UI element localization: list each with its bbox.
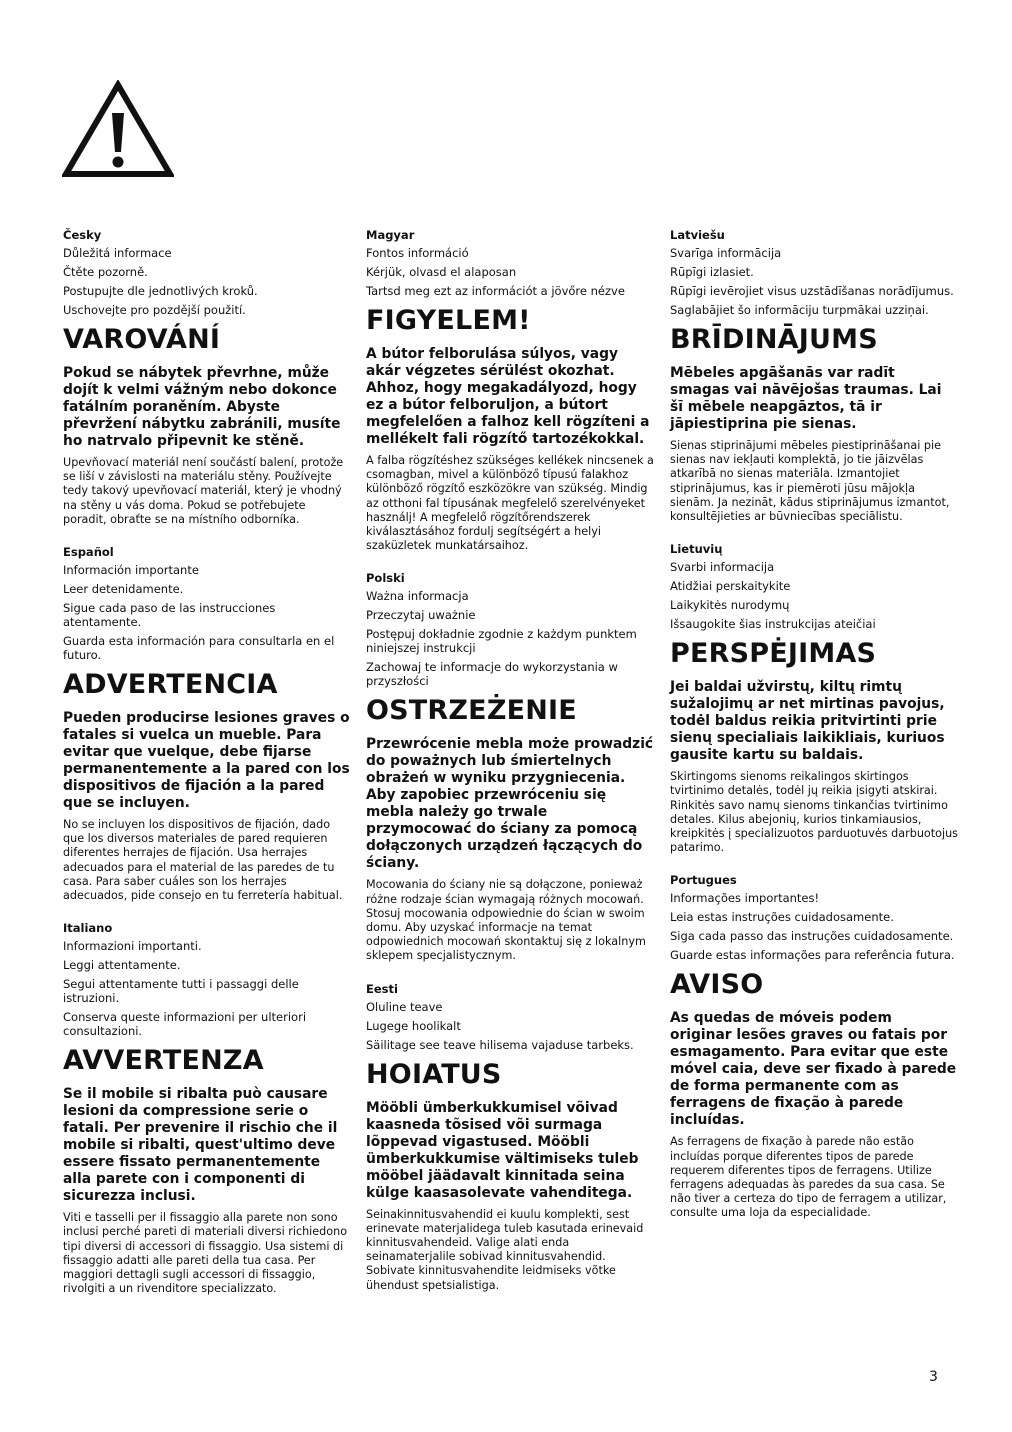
language-label: Lietuvių <box>670 542 723 557</box>
info-line: Kérjük, olvasd el alaposan <box>366 265 517 279</box>
info-line: Postupujte dle jednotlivých kroků. <box>63 284 258 298</box>
info-line: Leer detenidamente. <box>63 582 184 597</box>
page-number: 3 <box>929 1369 938 1385</box>
info-line: Fontos információ <box>366 246 469 260</box>
section-portuguese <box>670 873 958 1220</box>
warning-heading: AVVERTENZA <box>63 1045 264 1077</box>
warning-heading: OSTRZEŻENIE <box>366 695 577 727</box>
warning-statement: Jei baldai užvirstų, kiltų rimtų sužalojimų ar net mirtinas pavojus, todėl baldus reikia pritvirtinti prie sienų specialiais laikikliais, kuriuos gausite kartu su baldais. <box>670 679 945 764</box>
warning-triangle-icon <box>62 80 174 178</box>
info-line: Leia estas instruções cuidadosamente. <box>670 910 894 925</box>
section-hungarian <box>366 228 654 553</box>
info-line: Zachowaj te informacje do wykorzystania w przyszłości <box>366 660 618 689</box>
info-line: Sigue cada paso de las instrucciones atentamente. <box>63 601 276 630</box>
warning-statement: Pueden producirse lesiones graves o fatales si vuelca un mueble. Para evitar que vuelque, debe fijarse permanentemente a la pared con los dispositivos de fijación a la pared que se incluyen. <box>63 710 350 812</box>
warning-details: Upevňovací materiál není součástí balení, protože se liší v závislosti na materiálu stěny. Používejte tedy takový upevňovací materiál, který je vhodný na stěny u vás doma. Pokud se potřebujete poradit, obraťte se na místního odborníka. <box>63 456 344 526</box>
warning-statement: Mööbli ümberkukkumisel võivad kaasneda tõsised või surmaga lõppevad vigastused. Mööbli ümberkukkumise vältimiseks tuleb mööbel jäädavalt kinnitada seina külge kaasasolevate vahenditega. <box>366 1099 639 1201</box>
info-line: Svarīga informācija <box>670 246 782 260</box>
warning-details: Mocowania do ściany nie są dołączone, ponieważ różne rodzaje ścian wymagają różnych mocowań. Stosuj mocowania odpowiednie do ścian w swoim domu. Aby uzyskać informacje na temat odpowiednich mocowań skontaktuj się z lokalnym sklepem specjalistycznym. <box>366 878 646 963</box>
warning-statement: Mēbeles apgāšanās var radīt smagas vai nāvējošas traumas. Lai šī mēbele neapgāztos, tā ir jāpiestiprina pie sienas. <box>670 365 942 432</box>
warning-statement: Se il mobile si ribalta può causare lesioni da compressione serie o fatali. Per prevenire il rischio che il mobile si ribalti, quest'ultimo deve essere fissato permanentemente alla parete con i componenti di sicurezza inclusi. <box>63 1086 338 1205</box>
info-line: Išsaugokite šias instrukcijas ateičiai <box>670 617 876 632</box>
info-line: Rūpīgi izlasiet. <box>670 265 754 279</box>
warning-heading: FIGYELEM! <box>366 305 531 336</box>
language-label: Portugues <box>670 873 737 888</box>
warning-details: As ferragens de fixação à parede não estão incluídas porque diferentes tipos de parede requerem diferentes tipos de ferragens. Utilize ferragens adequadas às paredes da sua casa. Se não tiver a certeza do tipo de ferragem a utilizar, consulte uma loja da especialidade. <box>670 1135 947 1220</box>
info-line: Rūpīgi ievērojiet visus uzstādīšanas norādījumus. <box>670 284 954 298</box>
info-line: Segui attentamente tutti i passaggi delle istruzioni. <box>63 977 299 1006</box>
warning-details: Sienas stiprinājumi mēbeles piestiprināšanai pie sienas nav iekļauti komplektā, jo tie jāizvēlas atkarībā no sienas materiāla. Izmantojiet stiprinājumus, kas ir piemēroti jūsu mājokļa sienām. Ja nezināt, kādus stiprinājumus izmantot, konsultējieties ar būvniecības speciālistu. <box>670 439 950 524</box>
language-label: Italiano <box>63 921 113 936</box>
warning-details: Viti e tasselli per il fissaggio alla parete non sono inclusi perché pareti di materiali diversi richiedono tipi diversi di accessori di fissaggio. Usa sistemi di fissaggio adatti alle pareti della tua casa. Per maggiori dettagli sugli accessori di fissaggio, rivolgiti a un rivenditore specializzato. <box>63 1211 348 1296</box>
language-label: Eesti <box>366 981 398 996</box>
info-line: Informações importantes! <box>670 891 820 906</box>
info-line: Svarbi informacija <box>670 560 775 575</box>
info-line: Laikykitės nurodymų <box>670 598 790 613</box>
info-line: Tartsd meg ezt az információt a jövőre nézve <box>366 284 625 298</box>
column-2 <box>366 228 654 1311</box>
warning-details: Seinakinnitusvahendid ei kuulu komplekti, sest erinevate materjalidega tuleb kasutada erinevaid kinnitusvahendeid. Valige alati enda seinamaterjalile sobivad kinnitusvahendid. Sobivate kinnitusvahendite leidmiseks võtke ühendust spetsialistiga. <box>366 1207 644 1292</box>
section-czech <box>63 228 351 527</box>
language-label: Magyar <box>366 228 415 242</box>
warning-statement: As quedas de móveis podem originar lesões graves ou fatais por esmagamento. Para evitar que este móvel caia, deve ser fixado à parede de forma permanente com as ferragens de fixação à parede incluídas. <box>670 1010 957 1129</box>
info-line: Ważna informacja <box>366 589 469 604</box>
info-line: Conserva queste informazioni per ulteriori consultazioni. <box>63 1010 307 1039</box>
warning-heading: PERSPĖJIMAS <box>670 638 877 670</box>
warning-heading: ADVERTENCIA <box>63 669 278 701</box>
section-latvian <box>670 228 958 524</box>
section-spanish <box>63 545 351 903</box>
info-line: Oluline teave <box>366 999 443 1014</box>
column-3 <box>670 228 958 1239</box>
language-label: Česky <box>63 228 102 242</box>
info-line: Säilitage see teave hilisema vajaduse tarbeks. <box>366 1037 634 1052</box>
warning-details: No se incluyen los dispositivos de fijación, dado que los diversos materiales de pared requieren diferentes herrajes de fijación. Usa herrajes adecuados para el material de las paredes de tu casa. Para saber cuáles son los herrajes adecuados, pide consejo en tu ferretería habitual. <box>63 818 343 903</box>
info-line: Guarde estas informações para referência futura. <box>670 948 955 963</box>
info-line: Información importante <box>63 563 199 578</box>
info-line: Čtěte pozorně. <box>63 265 148 279</box>
warning-heading: HOIATUS <box>366 1058 502 1090</box>
warning-statement: A bútor felborulása súlyos, vagy akár végzetes sérülést okozhat. Ahhoz, hogy megakadályozd, hogy ez a bútor felboruljon, a bútort megfelelően a falhoz kell rögzíteni a mellékelt fali rögzítő tartozékokkal. <box>366 346 650 447</box>
section-italian <box>63 921 351 1296</box>
warning-statement: Przewrócenie mebla może prowadzić do poważnych lub śmiertelnych obrażeń w wyniku przygniecenia. Aby zapobiec przewróceniu się mebla należy go trwale przymocować do ściany za pomocą dołączonych urządzeń łączących do ściany. <box>366 736 654 872</box>
language-label: Polski <box>366 571 405 586</box>
warning-details: Skirtingoms sienoms reikalingos skirtingos tvirtinimo detalės, todėl jų reikia įsigyti atskirai. Rinkitės savo namų sienoms tinkančias tvirtinimo detales. Kilus abejonių, kurios tinkamiausios, kreipkitės į specializuotos parduotuvės darbuotojus patarimo. <box>670 770 959 855</box>
info-line: Leggi attentamente. <box>63 958 181 973</box>
column-1 <box>63 228 351 1314</box>
info-line: Saglabājiet šo informāciju turpmākai uzziņai. <box>670 303 929 317</box>
warning-statement: Pokud se nábytek převrhne, může dojít k velmi vážným nebo dokonce fatálním poraněním. Abyste převržení nábytku zabránili, musíte ho natrvalo připevnit ke stěně. <box>63 365 341 449</box>
info-line: Lugege hoolikalt <box>366 1018 461 1033</box>
section-polish <box>366 571 654 963</box>
warning-heading: BRĪDINĀJUMS <box>670 324 878 355</box>
section-estonian <box>366 982 654 1293</box>
info-line: Siga cada passo das instruções cuidadosamente. <box>670 929 954 944</box>
info-line: Guarda esta información para consultarla en el futuro. <box>63 634 335 663</box>
warning-heading: AVISO <box>670 969 764 1001</box>
language-label: Español <box>63 545 114 560</box>
info-line: Postępuj dokładnie zgodnie z każdym punktem niniejszej instrukcji <box>366 627 637 656</box>
info-line: Przeczytaj uważnie <box>366 608 476 623</box>
warning-details: A falba rögzítéshez szükséges kellékek nincsenek a csomagban, mivel a különböző típusú falakhoz különböző rögzítő eszközökre van szükség. Mindig az otthoni fal típusának megfelelő szerelvényeket használj! A megfelelő rögzítőrendszerek kiválasztásához fordulj segítségért a helyi szaküzletek munkatársaihoz. <box>366 454 654 553</box>
warning-heading: VAROVÁNÍ <box>63 324 221 355</box>
info-line: Uschovejte pro pozdější použití. <box>63 303 246 317</box>
language-label: Latviešu <box>670 228 725 242</box>
info-line: Informazioni importanti. <box>63 939 202 954</box>
section-lithuanian <box>670 542 958 855</box>
info-line: Důležitá informace <box>63 246 172 260</box>
info-line: Atidžiai perskaitykite <box>670 579 791 594</box>
